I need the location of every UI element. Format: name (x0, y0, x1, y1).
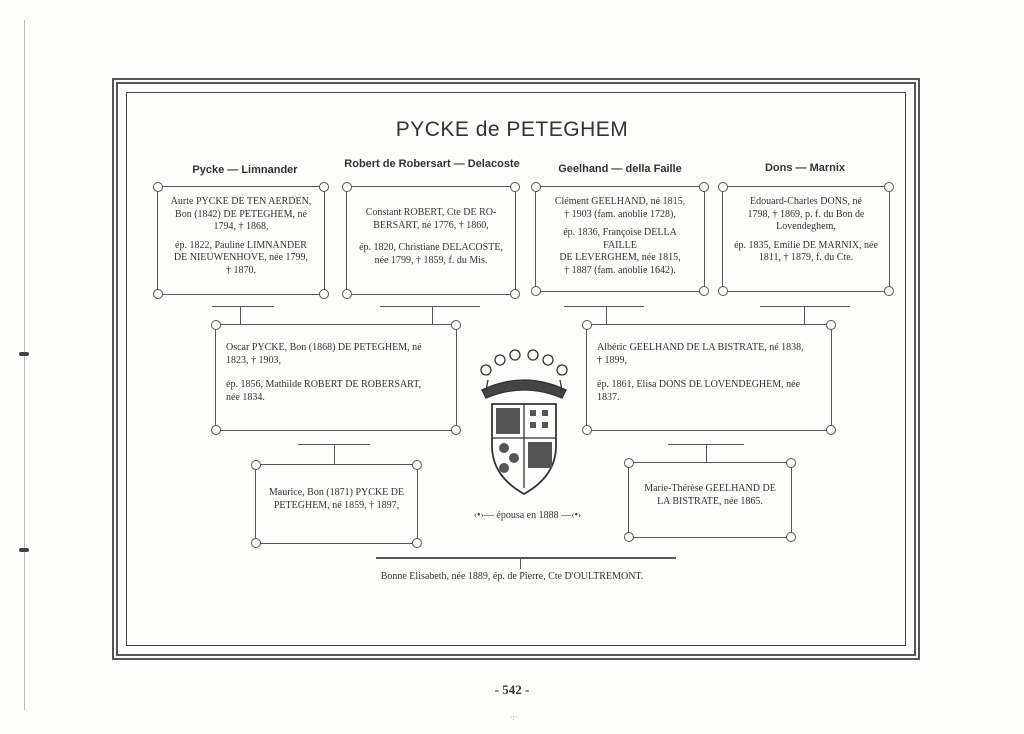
person-box-maurice-pycke: Maurice, Bon (1871) PYCKE DE PETEGHEM, né 1859, † 1897, (255, 464, 418, 544)
connector-line (706, 444, 707, 462)
connector-line (432, 306, 433, 324)
person-box-oscar-pycke: Oscar PYCKE, Bon (1868) DE PETEGHEM, né 1823, † 1903, ép. 1856, Mathilde ROBERT DE ROBERSART, née 1834. (215, 324, 457, 431)
connector-line (212, 306, 274, 307)
column-head-geelhand: Geelhand — della Faille (558, 163, 682, 175)
paper-speck: ·:· (510, 713, 518, 722)
connector-line (376, 557, 676, 559)
column-head-robersart: Robert de Robersart — Delacoste (344, 158, 520, 170)
connector-line (564, 306, 644, 307)
column-head-pycke: Pycke — Limnander (192, 164, 298, 176)
person-box-geelhand-faille: Clément GEELHAND, né 1815, † 1903 (fam. anoblie 1728), ép. 1836, Françoise DELLA FAILLE DE LEVERGHEM, née 1815, † 1887 (fam. anoblie 1642). (535, 186, 705, 292)
margin-mark (19, 548, 29, 552)
descendant-line: Bonne Elisabeth, née 1889, ép. de Pierre, Cte D'OULTREMONT. (380, 571, 644, 582)
margin-mark (19, 352, 29, 356)
connector-line (606, 306, 607, 324)
ornament-icon: ‹•›— (473, 510, 494, 521)
connector-line (520, 557, 521, 569)
person-box-dons-marnix: Edouard-Charles DONS, né 1798, † 1869, p. f. du Bon de Lovendeghem, ép. 1835, Emilie DE MARNIX, née 1811, † 1879, f. du Cte. (722, 186, 890, 292)
person-box-alberic-geelhand: Albéric GEELHAND DE LA BISTRATE, né 1838, † 1899, ép. 1861, Elisa DONS DE LOVENDEGHEM, née 1837. (586, 324, 832, 431)
coat-of-arms-icon (474, 348, 574, 496)
person-box-robert-delacoste: Constant ROBERT, Cte DE RO- BERSART, né 1776, † 1860, ép. 1820, Christiane DELACOSTE, née 1799, † 1859, f. du Mis. (346, 186, 516, 295)
married-annotation: ‹•›— épousa en 1888 —‹•› (473, 510, 582, 521)
connector-line (240, 306, 241, 324)
person-box-pycke-limnander: Aurte PYCKE DE TEN AERDEN, Bon (1842) DE PETEGHEM, né 1794, † 1868, ép. 1822, Pauline LIMNANDER DE NIEUWENHOVE, née 1799, † 1870. (157, 186, 325, 295)
ornament-icon: —‹•› (561, 510, 582, 521)
connector-line (334, 444, 335, 464)
page-title: PYCKE de PETEGHEM (395, 118, 629, 141)
connector-line (760, 306, 850, 307)
connector-line (804, 306, 805, 324)
person-box-marie-therese-geelhand: Marie-Thérèse GEELHAND DE LA BISTRATE, née 1865. (628, 462, 792, 538)
page-number: - 542 - (494, 682, 530, 697)
connector-line (380, 306, 480, 307)
column-head-dons: Dons — Marnix (764, 162, 846, 174)
